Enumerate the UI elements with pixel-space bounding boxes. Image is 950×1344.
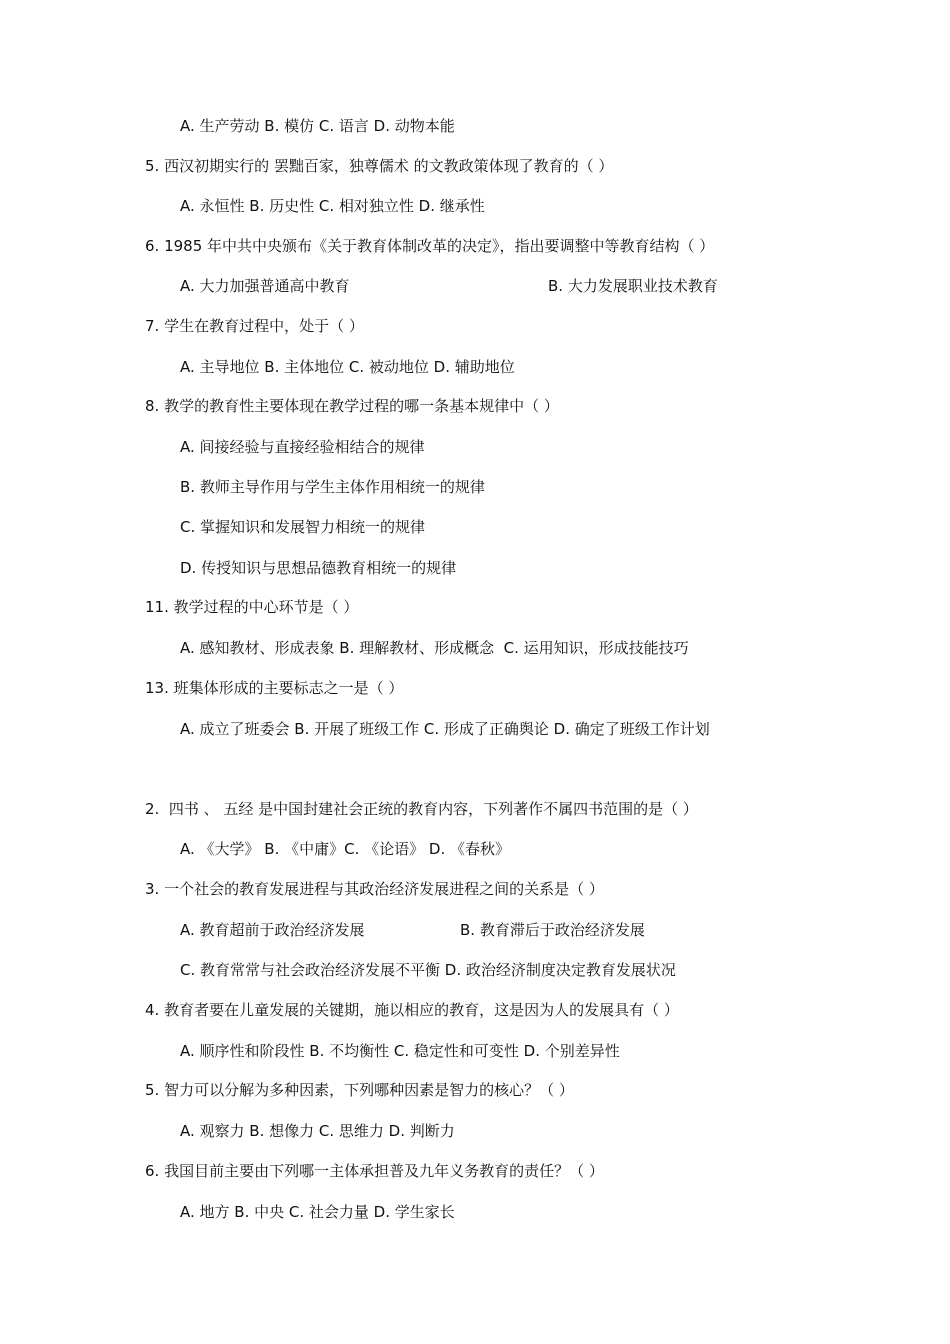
option-line: D. 传授知识与思想品德教育相统一的规律 [180, 559, 457, 577]
question-line: 11. 教学过程的中心环节是（ ） [145, 598, 359, 616]
question-line: 8. 教学的教育性主要体现在教学过程的哪一条基本规律中（ ） [145, 397, 559, 415]
question-line: 5. 智力可以分解为多种因素，下列哪种因素是智力的核心？（ ） [145, 1081, 574, 1099]
question-line: 6. 1985 年中共中央颁布《关于教育体制改革的决定》，指出要调整中等教育结构（ ） [145, 237, 715, 255]
question-line: 4. 教育者要在儿童发展的关键期，施以相应的教育，这是因为人的发展具有（ ） [145, 1001, 679, 1019]
option-line: A. 地方 B. 中央 C. 社会力量 D. 学生家长 [180, 1203, 455, 1221]
option-line: A. 顺序性和阶段性 B. 不均衡性 C. 稳定性和可变性 D. 个别差异性 [180, 1042, 620, 1060]
option-line: A. 永恒性 B. 历史性 C. 相对独立性 D. 继承性 [180, 197, 485, 215]
question-line: 2. 四书 、 五经 是中国封建社会正统的教育内容，下列著作不属四书范围的是（ ） [145, 800, 698, 818]
option-line: A. 观察力 B. 想像力 C. 思维力 D. 判断力 [180, 1122, 455, 1140]
question-line: 7. 学生在教育过程中，处于（ ） [145, 317, 364, 335]
option-line: A. 生产劳动 B. 模仿 C. 语言 D. 动物本能 [180, 117, 455, 135]
option-line: B. 教育滞后于政治经济发展 [460, 921, 645, 939]
question-line: 5. 西汉初期实行的 罢黜百家，独尊儒术 的文教政策体现了教育的（ ） [145, 157, 614, 175]
option-line: A. 间接经验与直接经验相结合的规律 [180, 438, 425, 456]
option-line: C. 教育常常与社会政治经济发展不平衡 D. 政治经济制度决定教育发展状况 [180, 961, 676, 979]
question-line: 13. 班集体形成的主要标志之一是（ ） [145, 679, 404, 697]
option-line: A. 感知教材、形成表象 B. 理解教材、形成概念 C. 运用知识，形成技能技巧 [180, 639, 689, 657]
question-line: 3. 一个社会的教育发展进程与其政治经济发展进程之间的关系是（ ） [145, 880, 604, 898]
option-line: A. 《大学》 B. 《中庸》C. 《论语》 D. 《春秋》 [180, 840, 510, 858]
option-line: A. 大力加强普通高中教育 [180, 277, 350, 295]
option-line: C. 掌握知识和发展智力相统一的规律 [180, 518, 426, 536]
option-line: B. 教师主导作用与学生主体作用相统一的规律 [180, 478, 485, 496]
option-line: A. 主导地位 B. 主体地位 C. 被动地位 D. 辅助地位 [180, 358, 515, 376]
option-line: A. 教育超前于政治经济发展 [180, 921, 365, 939]
option-line: A. 成立了班委会 B. 开展了班级工作 C. 形成了正确舆论 D. 确定了班级工作计划 [180, 720, 710, 738]
question-line: 6. 我国目前主要由下列哪一主体承担普及九年义务教育的责任？（ ） [145, 1162, 604, 1180]
option-line: B. 大力发展职业技术教育 [548, 277, 718, 295]
